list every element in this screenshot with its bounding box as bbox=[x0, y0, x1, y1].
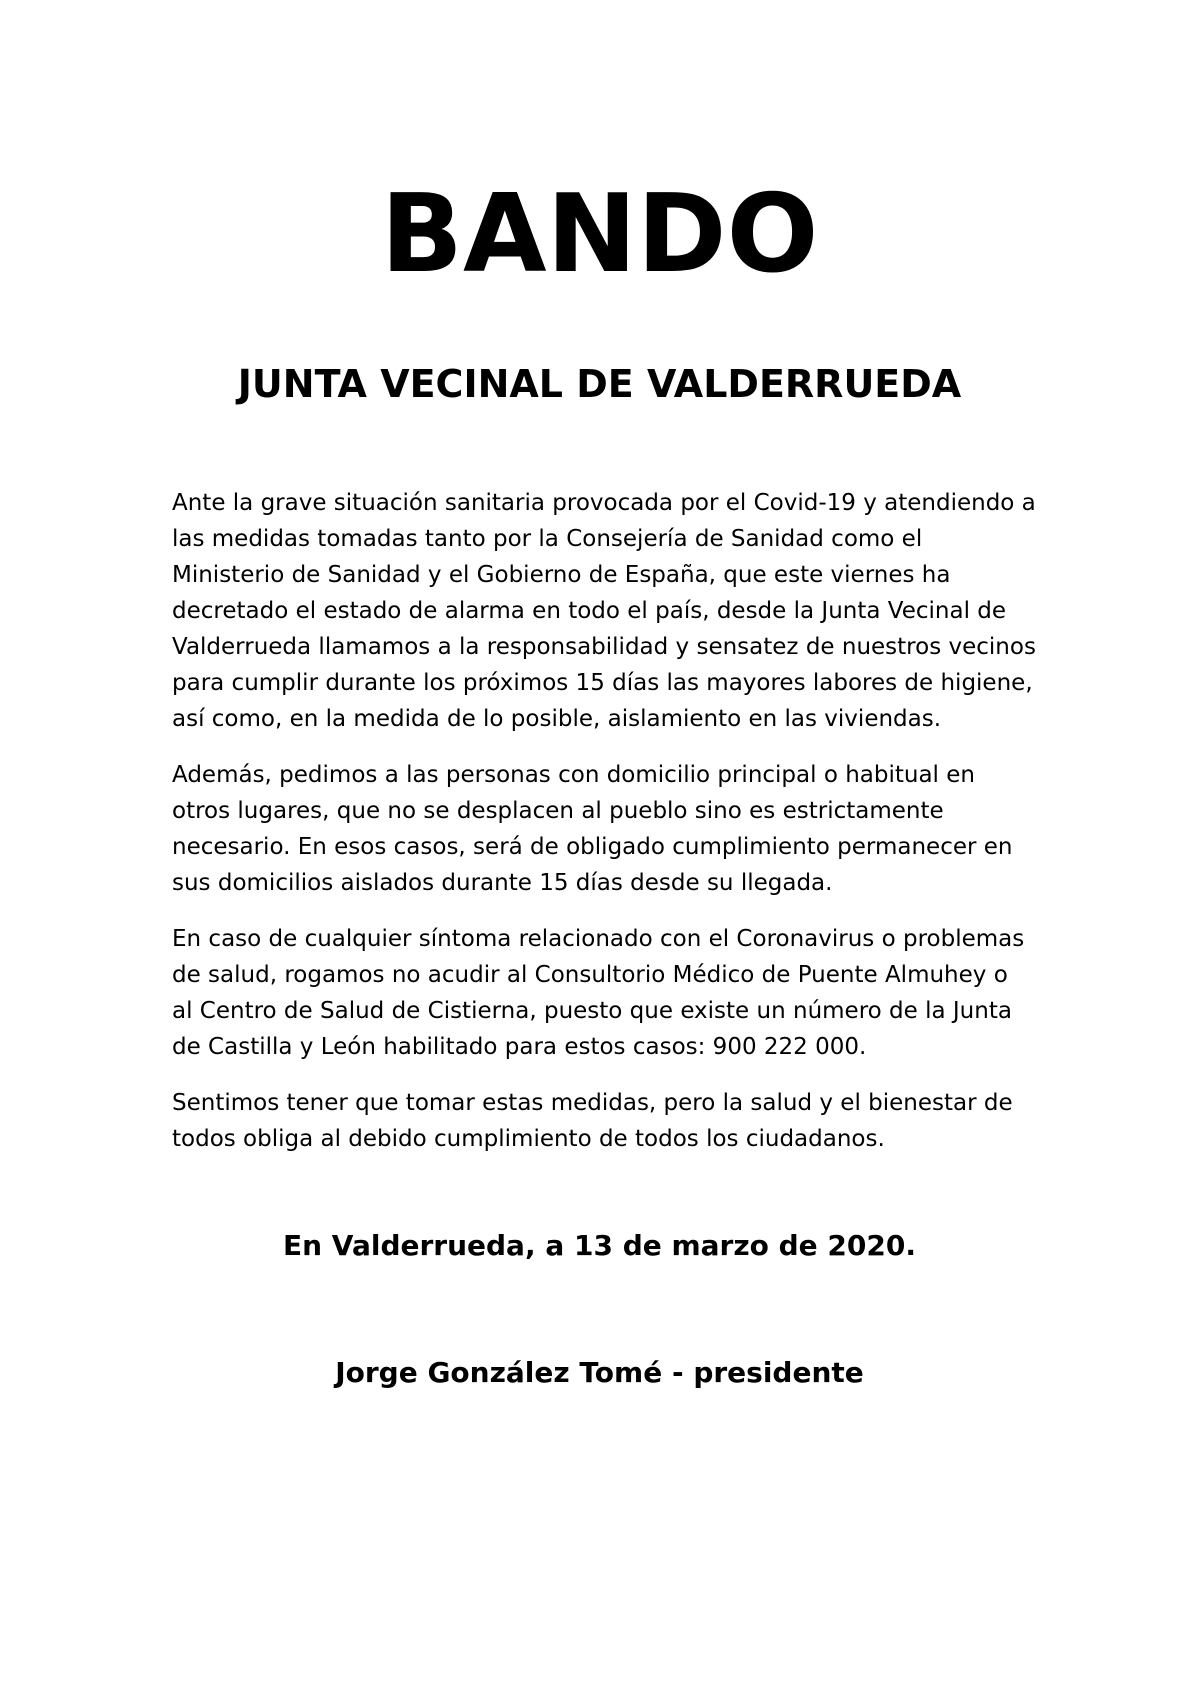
signature-line: Jorge González Tomé - presidente bbox=[335, 1356, 864, 1389]
document-title: BANDO bbox=[380, 172, 819, 297]
date-line: En Valderrueda, a 13 de marzo de 2020. bbox=[283, 1229, 916, 1262]
body-paragraph: En caso de cualquier síntoma relacionado con el Coronavirus o problemas de salud, rogamos no acudir al Consultorio Médico de Puente Almuhey o al Centro de Salud de Cistierna, puesto que existe un número de la Junta de Castilla y León habilitado para estos casos: 900 222 000. bbox=[172, 926, 1025, 1060]
body-paragraph: Sentimos tener que tomar estas medidas, pero la salud y el bienestar de todos obliga al debido cumplimiento de todos los ciudadanos. bbox=[172, 1090, 1013, 1152]
document-body bbox=[172, 485, 1042, 1177]
body-paragraph: Ante la grave situación sanitaria provocada por el Covid-19 y atendiendo a las medidas tomadas tanto por la Consejería de Sanidad como el Ministerio de Sanidad y el Gobierno de España, que este viernes ha decretado el estado de alarma en todo el país, desde la Junta Vecinal de Valderrueda llamamos a la responsabilidad y sensatez de nuestros vecinos para cumplir durante los próximos 15 días las mayores labores de higiene, así como, en la medida de lo posible, aislamiento en las viviendas. bbox=[172, 490, 1036, 732]
document-subtitle: JUNTA VECINAL DE VALDERRUEDA bbox=[237, 362, 962, 406]
body-paragraph: Además, pedimos a las personas con domicilio principal o habitual en otros lugares, que no se desplacen al pueblo sino es estrictamente necesario. En esos casos, será de obligado cumplimiento permanecer en sus domicilios aislados durante 15 días desde su llegada. bbox=[172, 762, 1013, 896]
